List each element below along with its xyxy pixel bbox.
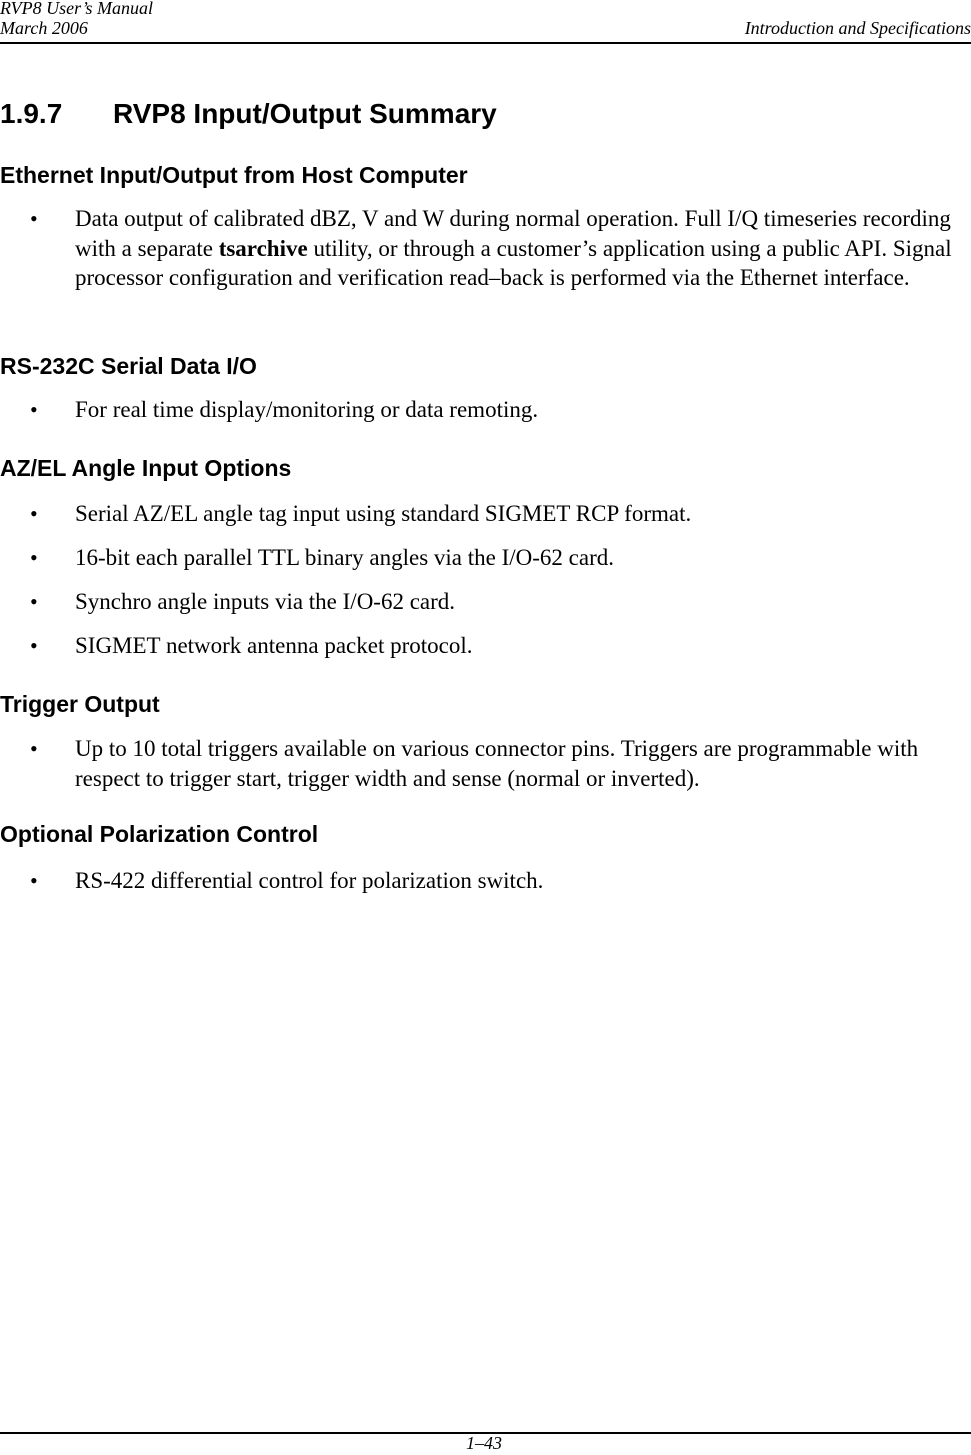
- list-item-text: Serial AZ/EL angle tag input using standard SIGMET RCP format.: [75, 501, 692, 526]
- bullet-icon: •: [30, 633, 38, 658]
- section-heading: RVP8 Input/Output Summary: [113, 98, 497, 129]
- bullet-icon: •: [30, 736, 38, 761]
- list-item-text: Synchro angle inputs via the I/O-62 card.: [75, 589, 456, 614]
- bullet-icon: •: [30, 868, 38, 893]
- bullet-icon: •: [30, 206, 38, 231]
- subsection-heading-rs232c: RS-232C Serial Data I/O: [0, 353, 257, 379]
- header-left: [0, 0, 153, 38]
- running-header: [0, 0, 971, 44]
- subsection-heading-polarization: Optional Polarization Control: [0, 821, 319, 847]
- bullet-icon: •: [30, 545, 38, 570]
- section-title: [0, 96, 497, 132]
- list-item-text: Data output of calibrated dBZ, V and W during normal operation. Full I/Q timeseries recording with a separate tsarchive utility, or through a customer’s application using a public API. Signal processor configuration and verification read–back is performed via the Ethernet interface.: [75, 206, 952, 290]
- chapter-title: Introduction and Specifications: [744, 18, 971, 38]
- list-item-text: SIGMET network antenna packet protocol.: [75, 633, 473, 658]
- manual-date: March 2006: [0, 18, 88, 38]
- bullet-icon: •: [30, 397, 38, 422]
- section-number: 1.9.7: [0, 98, 63, 129]
- subsection-heading-ethernet: Ethernet Input/Output from Host Computer: [0, 162, 468, 188]
- list-item-text: Up to 10 total triggers available on various connector pins. Triggers are programmable with respect to trigger start, trigger width and sense (normal or inverted).: [75, 736, 919, 791]
- list-item-text: RS-422 differential control for polarization switch.: [75, 868, 544, 893]
- list-item-text: 16-bit each parallel TTL binary angles via the I/O-62 card.: [75, 545, 615, 570]
- manual-title: RVP8 User’s Manual: [0, 0, 153, 18]
- subsection-heading-trigger: Trigger Output: [0, 691, 160, 717]
- bullet-icon: •: [30, 501, 38, 526]
- tsarchive-utility-name: tsarchive: [218, 235, 308, 261]
- page-number: 1–43: [466, 1433, 502, 1453]
- list-item-text: For real time display/monitoring or data remoting.: [75, 397, 539, 422]
- subsection-heading-azel: AZ/EL Angle Input Options: [0, 455, 292, 481]
- bullet-icon: •: [30, 589, 38, 614]
